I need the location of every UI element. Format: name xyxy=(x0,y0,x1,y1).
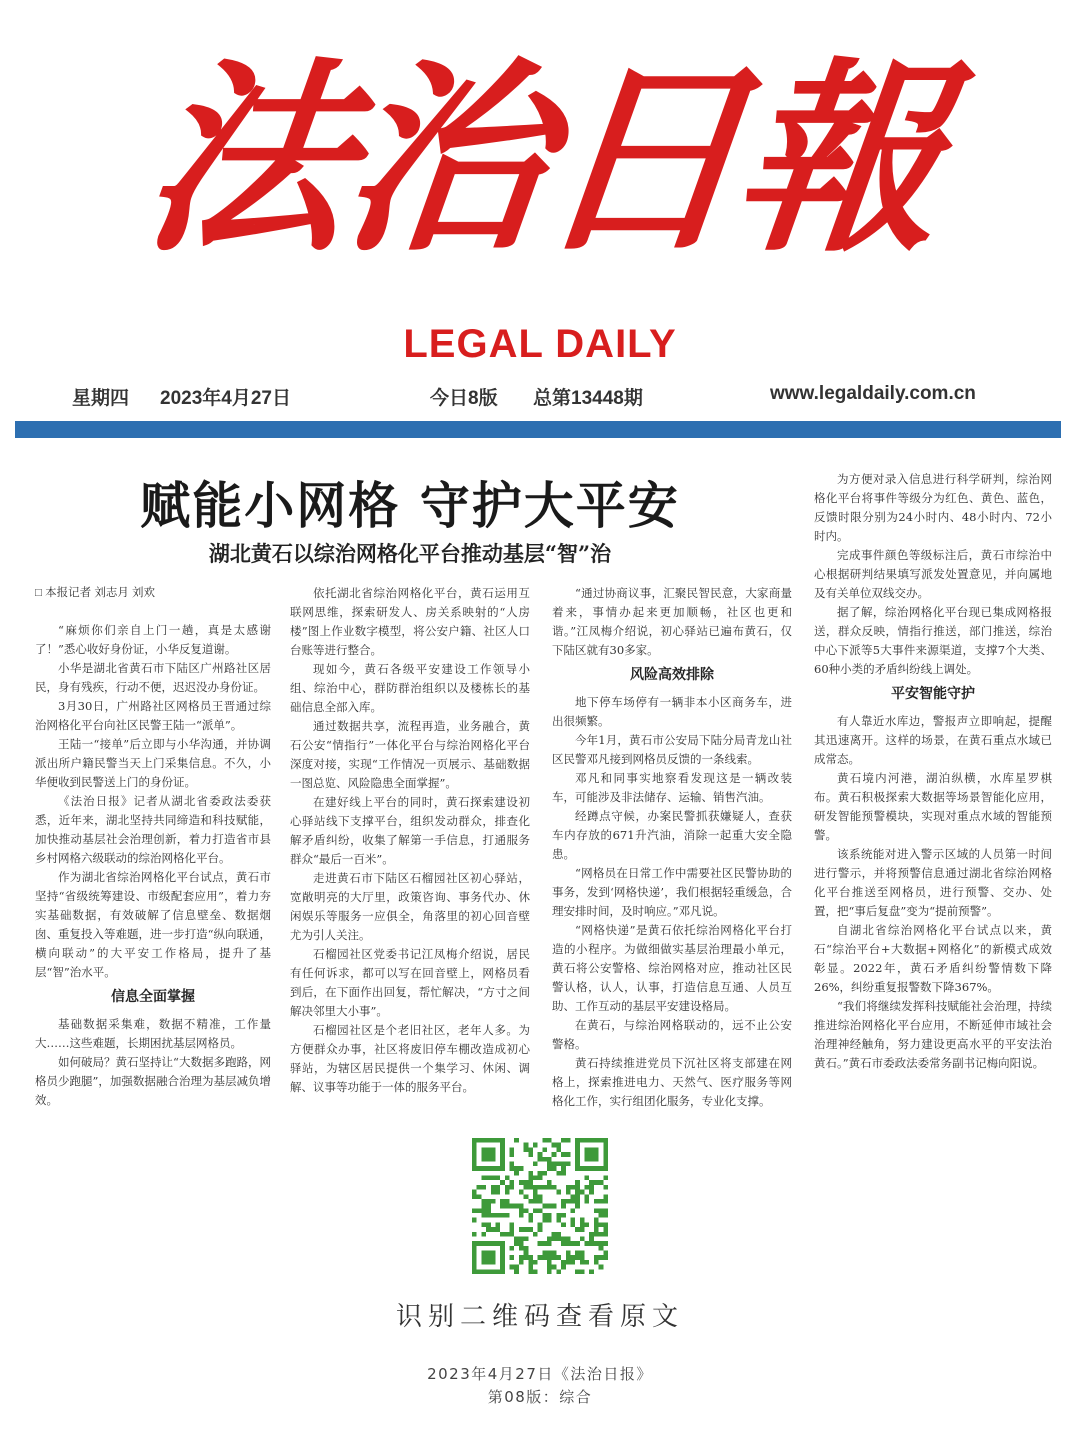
paragraph: 据了解，综治网格化平台现已集成网格报送，群众反映，情指行推送，部门推送，综治中心下派等5大事件来源渠道，支撑7个大类、60种小类的矛盾纠纷线上调处。 xyxy=(814,605,1052,676)
paragraph: 自湖北省综治网格化平台试点以来，黄石“综治平台+大数据+网格化”的新模式成效彰显。2022年，黄石矛盾纠纷警情数下降26%，纠纷重复报警数下降367%。 xyxy=(814,923,1052,994)
paragraph: “网格员在日常工作中需要社区民警协助的事务，发到‘网格快递’，我们根据轻重缓急，合理安排时间，及时响应。”邓凡说。 xyxy=(552,866,792,918)
paragraph: 基础数据采集难，数据不精准，工作量大……这些难题，长期困扰基层网格员。 xyxy=(35,1017,271,1050)
paragraph: 石榴园社区党委书记江凤梅介绍说，居民有任何诉求，都可以写在回音壁上，网格员看到后，在下面作出回复，帮忙解决，“方寸之间解决邻里大小事”。 xyxy=(290,947,530,1018)
article-column-2 xyxy=(290,584,530,1097)
paragraph: 黄石境内河港，湖泊纵横，水库星罗棋布。黄石积极探索大数据等场景智能化应用，研发智能预警模块，实现对重点水域的智能预警。 xyxy=(814,771,1052,842)
page-count: 今日8版 xyxy=(430,388,498,409)
paragraph: 王陆一“接单”后立即与小华沟通，并协调派出所户籍民警当天上门采集信息。不久，小华便收到民警送上门的身份证。 xyxy=(35,737,271,789)
source-line: 2023年4月27日《法治日报》 xyxy=(427,1365,653,1383)
page-line: 第08版：综合 xyxy=(487,1388,593,1406)
paragraph: 小华是湖北省黄石市下陆区广州路社区居民，身有残疾，行动不便，迟迟没办身份证。 xyxy=(35,661,271,694)
paragraph: 现如今，黄石各级平安建设工作领导小组、综治中心，群防群治组织以及楼栋长的基础信息全部入库。 xyxy=(290,662,530,714)
paragraph: 该系统能对进入警示区域的人员第一时间进行警示，并将预警信息通过湖北省综治网格化平台推送至网格员，进行预警、交办、处置，把“事后复盘”变为“提前预警”。 xyxy=(814,847,1052,918)
masthead-calligraphy-logo: 法治日報 xyxy=(133,40,947,280)
paragraph: “通过协商议事，汇聚民智民意，大家商量着来，事情办起来更加顺畅，社区也更和谐。”江凤梅介绍说，初心驿站已遍布黄石，仅下陆区就有30多家。 xyxy=(552,586,792,657)
paragraph: 经蹲点守候，办案民警抓获嫌疑人，查获车内存放的671升汽油，消除一起重大安全隐患。 xyxy=(552,809,792,861)
paragraph: 为方便对录入信息进行科学研判，综治网格化平台将事件等级分为红色、黄色、蓝色，反馈时限分别为24小时内、48小时内、72小时内。 xyxy=(814,472,1052,543)
paragraph: 通过数据共享，流程再造，业务融合，黄石公安“情指行”一体化平台与综治网格化平台深度对接，实现“工作情况一页展示、基础数据一图总览、风险隐患全面掌握”。 xyxy=(290,719,530,790)
paragraph: 邓凡和同事实地察看发现这是一辆改装车，可能涉及非法储存、运输、销售汽油。 xyxy=(552,771,792,804)
article-column-4 xyxy=(814,470,1052,1073)
masthead xyxy=(0,0,1080,330)
article-column-3 xyxy=(552,584,792,1111)
section-heading: 平安智能守护 xyxy=(891,686,975,702)
qr-caption: 识别二维码查看原文 xyxy=(395,1302,684,1332)
paragraph: 作为湖北省综治网格化平台试点，黄石市坚持“省级统筹建设、市级配套应用”，着力夯实基础数据，有效破解了信息壁垒、数据烟囱、重复投入等难题，进一步打造“纵向联通，横向联动”的大平安工作格局，提升了基层“智”治水平。 xyxy=(35,870,271,979)
paragraph: 黄石持续推进党员下沉社区将支部建在网格上，探索推进电力、天然气、医疗服务等网格化工作，实行组团化服务，专业化支撑。 xyxy=(552,1056,792,1108)
paragraph: “网格快递”是黄石依托综治网格化平台打造的小程序。为做细做实基层治理最小单元，黄石将公安警格、综治网格对应，推动社区民警认格，认人，认事，打造信息互通、人员互助、工作互动的基层平安建设格局。 xyxy=(552,923,792,1013)
paragraph: 在建好线上平台的同时，黄石探索建设初心驿站线下支撑平台，组织发动群众，排查化解矛盾纠纷，收集了解第一手信息，打通服务群众“最后一百米”。 xyxy=(290,795,530,866)
issue-number: 总第13448期 xyxy=(533,388,643,409)
paragraph: 完成事件颜色等级标注后，黄石市综治中心根据研判结果填写派发处置意见，并向属地及有关单位双线交办。 xyxy=(814,548,1052,600)
paragraph: 石榴园社区是个老旧社区，老年人多。为方便群众办事，社区将废旧停车棚改造成初心驿站，为辖区居民提供一个集学习、休闲、调解、议事等功能于一体的服务平台。 xyxy=(290,1023,530,1094)
paragraph: 在黄石，与综治网格联动的，远不止公安警格。 xyxy=(552,1018,792,1051)
paragraph: 今年1月，黄石市公安局下陆分局青龙山社区民警邓凡接到网格员反馈的一条线索。 xyxy=(552,733,792,766)
paragraph: “麻烦你们亲自上门一趟，真是太感谢了！”悉心收好身份证，小华反复道谢。 xyxy=(35,623,271,656)
article-column-1 xyxy=(35,584,271,1110)
masthead-english-title: LEGAL DAILY xyxy=(403,322,677,366)
article-headline: 赋能小网格 守护大平安 xyxy=(140,476,680,535)
section-heading: 信息全面掌握 xyxy=(111,989,195,1005)
paragraph: 地下停车场停有一辆非本小区商务车，进出很频繁。 xyxy=(552,695,792,728)
issue-date: 2023年4月27日 xyxy=(160,388,291,409)
paragraph: 有人靠近水库边，警报声立即响起，提醒其迅速离开。这样的场景，在黄石重点水域已成常态。 xyxy=(814,714,1052,766)
masthead-divider-bar xyxy=(15,421,1061,438)
paragraph: 走进黄石市下陆区石榴园社区初心驿站，宽敞明亮的大厅里，政策咨询、事务代办、休闲娱乐等服务一应俱全，角落里的初心回音壁尤为引人关注。 xyxy=(290,871,530,942)
paragraph: “我们将继续发挥科技赋能社会治理，持续推进综治网格化平台应用，不断延伸市域社会治理神经触角，努力建设更高水平的平安法治黄石。”黄石市委政法委常务副书记梅向阳说。 xyxy=(814,999,1052,1070)
byline: □ 本报记者 刘志月 刘欢 xyxy=(35,587,156,599)
weekday: 星期四 xyxy=(72,388,130,409)
paragraph: 3月30日，广州路社区网格员王晋通过综治网格化平台向社区民警王陆一“派单”。 xyxy=(35,699,271,732)
qr-code[interactable] xyxy=(472,1138,608,1274)
article-subheadline: 湖北黄石以综治网格化平台推动基层“智”治 xyxy=(208,541,612,566)
section-heading: 风险高效排除 xyxy=(630,667,714,683)
paragraph: 依托湖北省综治网格化平台，黄石运用互联网思维，探索研发人、房关系映射的“人房楼”图上作业数字模型，将公安户籍、社区人口台账等进行整合。 xyxy=(290,586,530,657)
paragraph: 如何破局？黄石坚持让“大数据多跑路，网格员少跑腿”，加强数据融合治理为基层减负增效。 xyxy=(35,1055,271,1107)
paragraph: 《法治日报》记者从湖北省委政法委获悉，近年来，湖北坚持共同缔造和科技赋能，加快推动基层社会治理创新，着力打造省市县乡村网格六级联动的综治网格化平台。 xyxy=(35,794,271,865)
website-link[interactable]: www.legaldaily.com.cn xyxy=(770,383,976,404)
